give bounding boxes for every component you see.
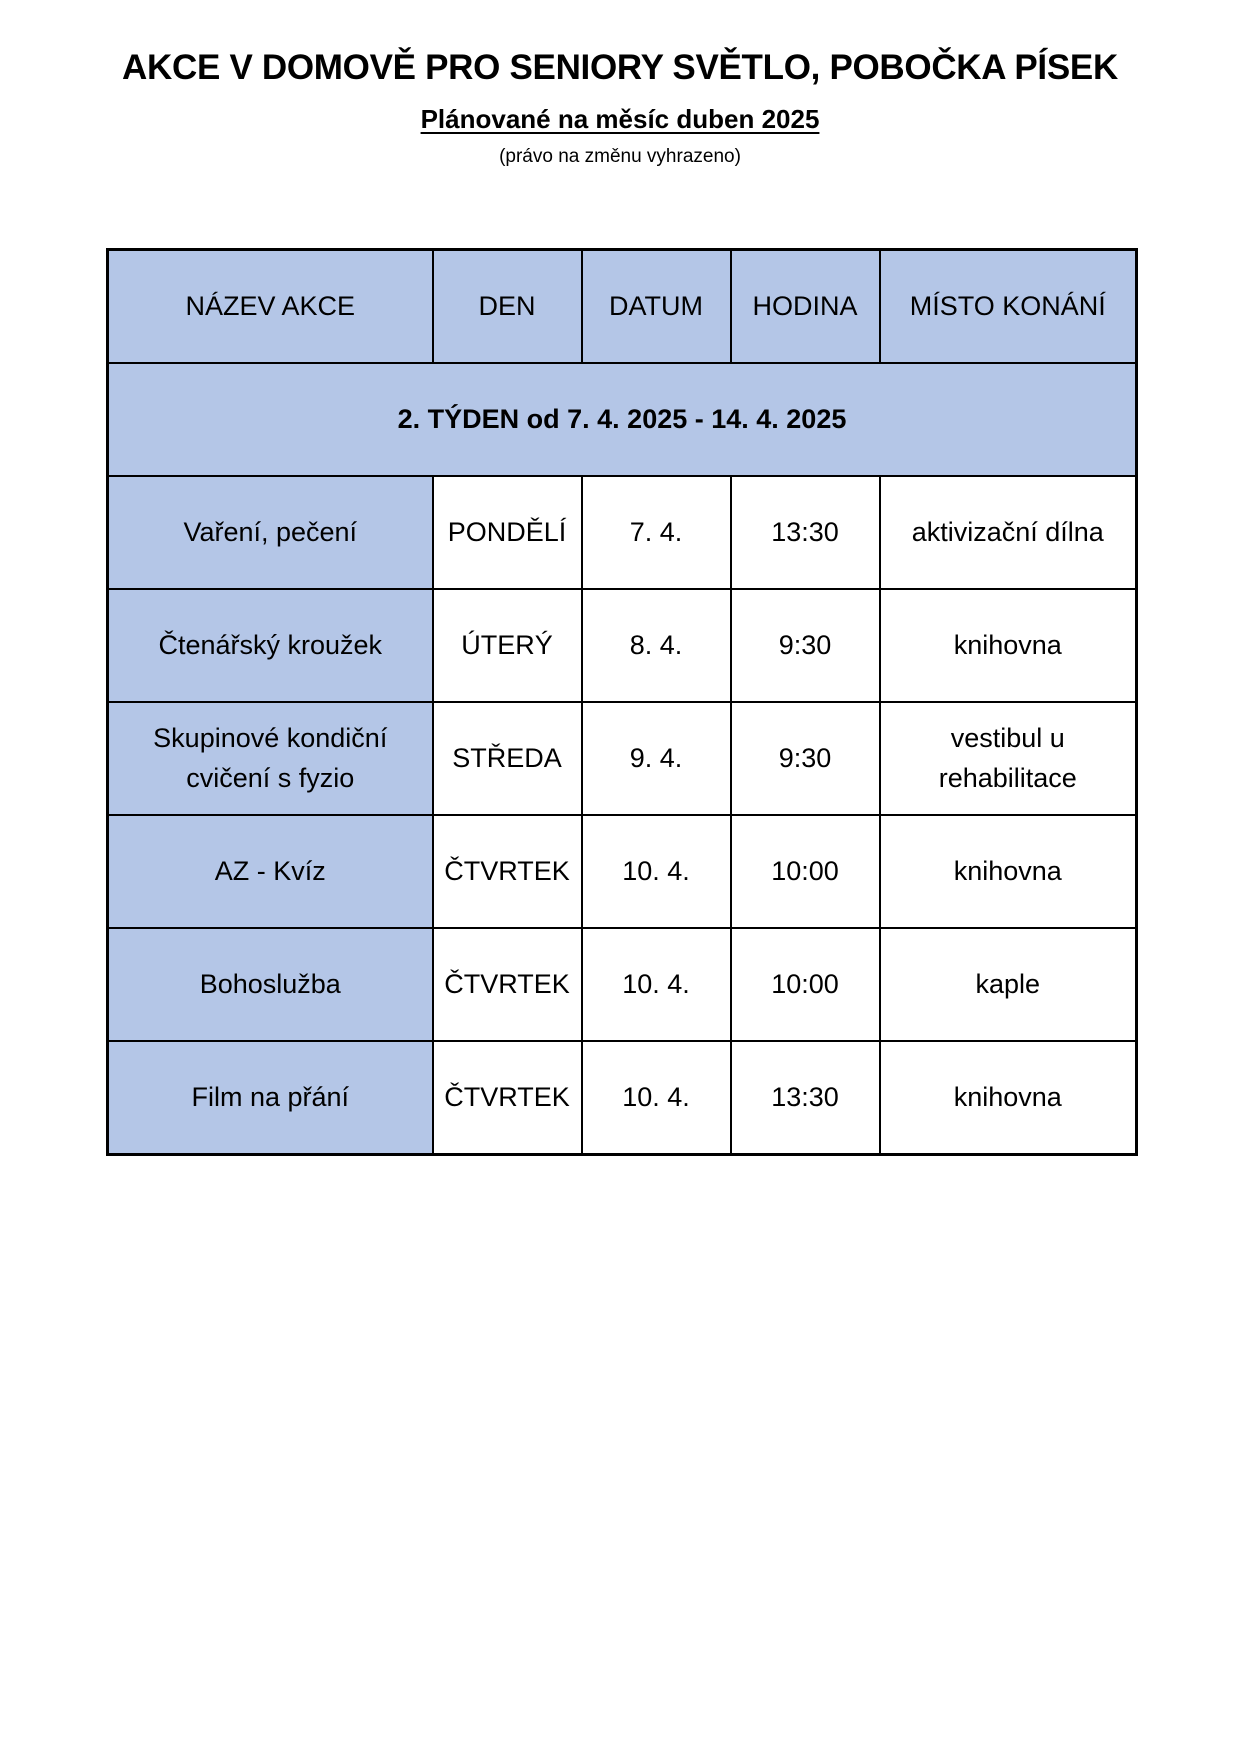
event-date: 10. 4. xyxy=(582,815,731,928)
event-day: ÚTERÝ xyxy=(433,589,582,702)
column-header-time: HODINA xyxy=(731,250,880,364)
week-row xyxy=(108,363,1137,476)
column-header-place: MÍSTO KONÁNÍ xyxy=(880,250,1137,364)
column-header-name: NÁZEV AKCE xyxy=(108,250,433,364)
event-time: 9:30 xyxy=(731,702,880,815)
document-subtitle xyxy=(0,104,1240,135)
event-date: 7. 4. xyxy=(582,476,731,589)
events-table xyxy=(106,248,1138,1156)
event-name: Film na přání xyxy=(108,1041,433,1155)
table-row xyxy=(108,476,1137,589)
event-place: vestibul u rehabilitace xyxy=(880,702,1137,815)
column-header-day: DEN xyxy=(433,250,582,364)
event-place: knihovna xyxy=(880,589,1137,702)
table-row xyxy=(108,1041,1137,1155)
event-day: STŘEDA xyxy=(433,702,582,815)
table-row xyxy=(108,815,1137,928)
event-name: Bohoslužba xyxy=(108,928,433,1041)
table-row xyxy=(108,928,1137,1041)
document-title: AKCE V DOMOVĚ PRO SENIORY SVĚTLO, POBOČKA PÍSEK xyxy=(122,48,1118,87)
event-day: ČTVRTEK xyxy=(433,928,582,1041)
event-date: 8. 4. xyxy=(582,589,731,702)
event-day: ČTVRTEK xyxy=(433,815,582,928)
table-row xyxy=(108,589,1137,702)
event-name: Čtenářský kroužek xyxy=(108,589,433,702)
column-header-date: DATUM xyxy=(582,250,731,364)
event-time: 10:00 xyxy=(731,928,880,1041)
subtitle-text: Plánované na měsíc duben 2025 xyxy=(420,104,820,134)
event-name: Skupinové kondiční cvičení s fyzio xyxy=(108,702,433,815)
event-name: Vaření, pečení xyxy=(108,476,433,589)
event-day: ČTVRTEK xyxy=(433,1041,582,1155)
event-time: 13:30 xyxy=(731,476,880,589)
event-date: 10. 4. xyxy=(582,1041,731,1155)
event-place: knihovna xyxy=(880,1041,1137,1155)
event-place: kaple xyxy=(880,928,1137,1041)
event-time: 9:30 xyxy=(731,589,880,702)
disclaimer-note: (právo na změnu vyhrazeno) xyxy=(499,146,741,167)
event-place: aktivizační dílna xyxy=(880,476,1137,589)
event-time: 13:30 xyxy=(731,1041,880,1155)
event-date: 9. 4. xyxy=(582,702,731,815)
table-header-row xyxy=(108,250,1137,364)
event-day: PONDĚLÍ xyxy=(433,476,582,589)
event-name: AZ - Kvíz xyxy=(108,815,433,928)
event-place: knihovna xyxy=(880,815,1137,928)
event-date: 10. 4. xyxy=(582,928,731,1041)
event-time: 10:00 xyxy=(731,815,880,928)
table-row xyxy=(108,702,1137,815)
week-label: 2. TÝDEN od 7. 4. 2025 - 14. 4. 2025 xyxy=(108,363,1137,476)
